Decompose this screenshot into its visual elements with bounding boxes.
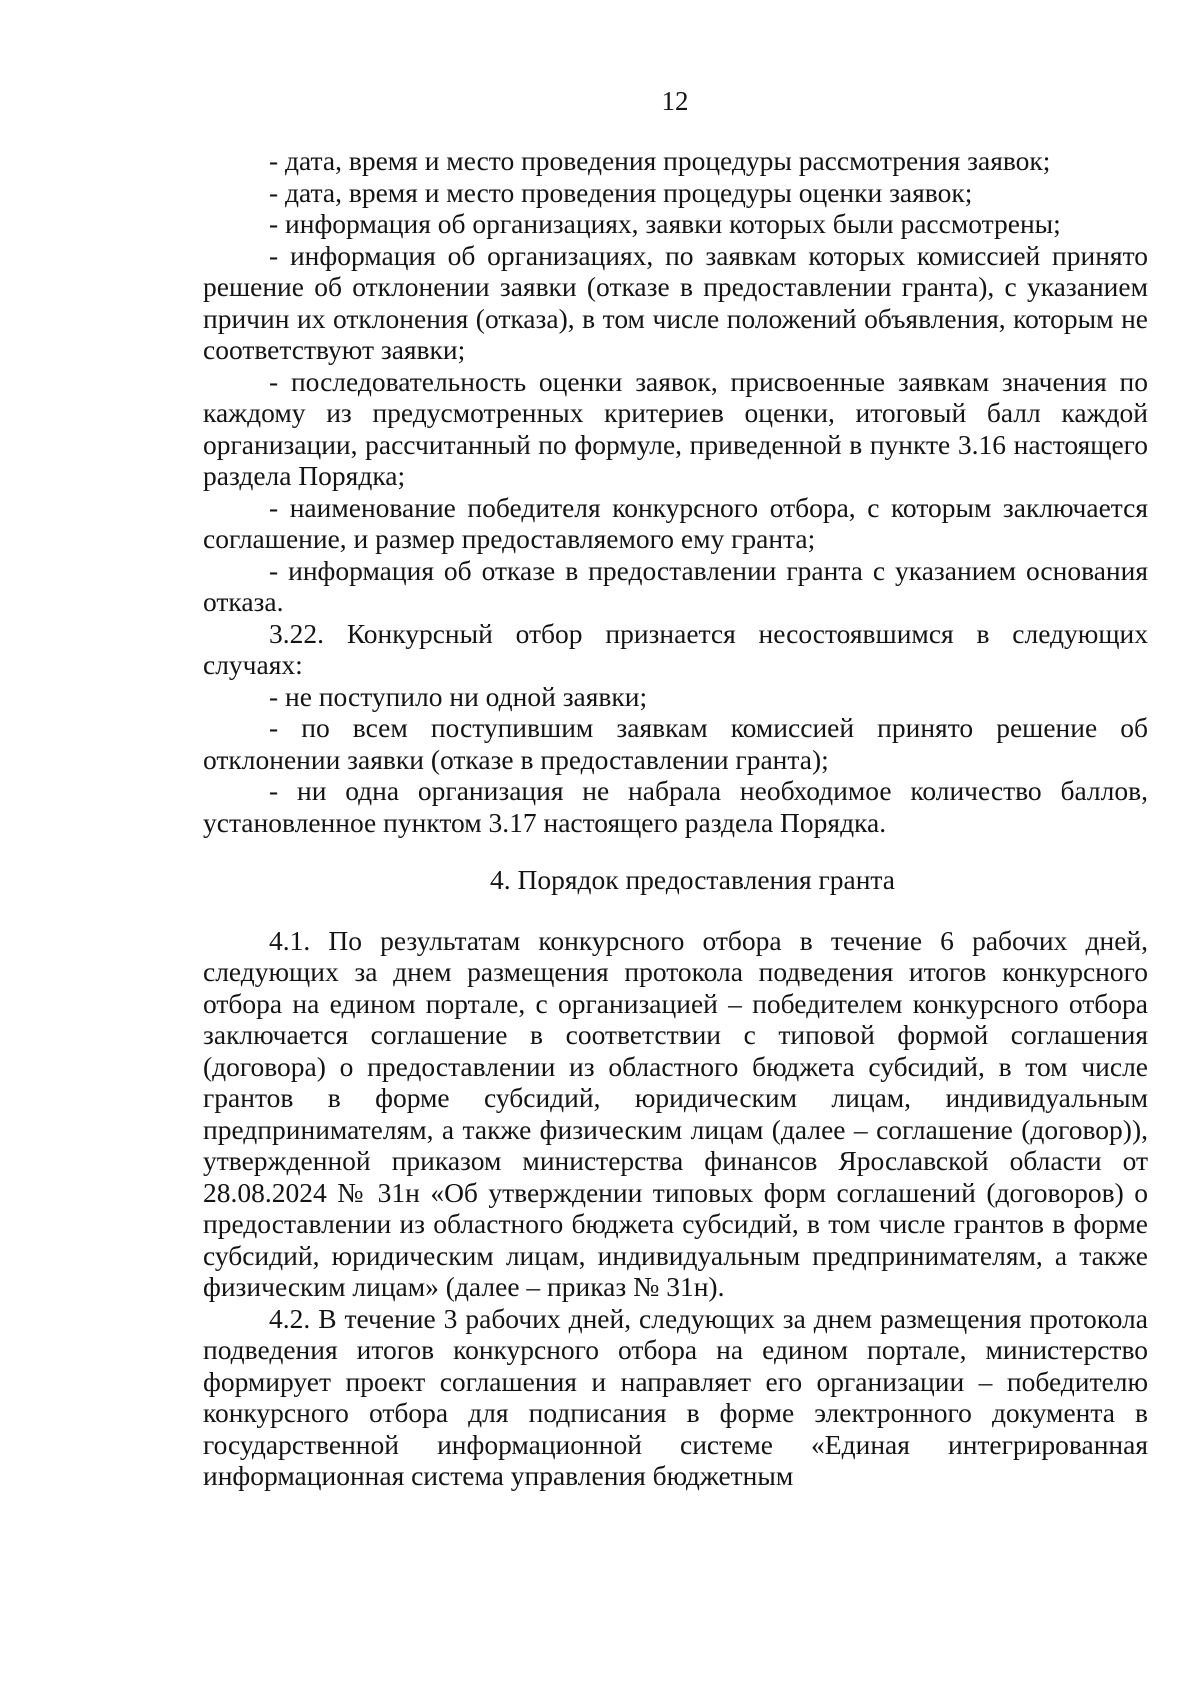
section-heading: 4. Порядок предоставления гранта (489, 864, 895, 895)
clause-4-2: 4.2. В течение 3 рабочих дней, следующих за днем размещения протокола подведения итогов конкурсного отбора на едином портале, министерство формирует проект соглашения и направляет его организации – победителю конкурсного отбора для подписания в форме электронного документа в государственной информационной системе «Единая интегрированная информационная система управления бюджетным (203, 1302, 1148, 1491)
list-item: - дата, время и место проведения процедуры рассмотрения заявок; (269, 145, 1051, 176)
list-item: - по всем поступившим заявкам комиссией принято решение об отклонении заявки (отказе в предоставлении гранта); (203, 712, 1148, 775)
list-item: - дата, время и место проведения процедуры оценки заявок; (269, 176, 973, 208)
clause-3-22: 3.22. Конкурсный отбор признается несостоявшимся в следующих случаях: (203, 617, 1148, 680)
list-item: - последовательность оценки заявок, присвоенные заявкам значения по каждому из предусмотренных критериев оценки, итоговый балл каждой организации, рассчитанный по формуле, приведенной в пункте 3.16 настоящего раздела Порядка; (203, 365, 1148, 491)
page-number: 12 (661, 86, 689, 116)
document-body (203, 145, 1148, 1492)
list-item: - информация об организациях, по заявкам которых комиссией принято решение об отклонении заявки (отказе в предоставлении гранта), с указанием причин их отклонения (отказа), в том числе положений объявления, которым не соответствуют заявки; (203, 239, 1148, 365)
list-item: - информация об организациях, заявки которых были рассмотрены; (269, 208, 1061, 239)
list-item: - не поступило ни одной заявки; (269, 680, 648, 712)
clause-4-1: 4.1. По результатам конкурсного отбора в течение 6 рабочих дней, следующих за днем размещения протокола подведения итогов конкурсного отбора на едином портале, с организацией – победителем конкурсного отбора заключается соглашение в соответствии с типовой формой соглашения (договора) о предоставлении из областного бюджета субсидий, в том числе грантов в форме субсидий, юридическим лицам, индивидуальным предпринимателям, а также физическим лицам (далее – соглашение (договор)), утвержденной приказом министерства финансов Ярославской области от 28.08.2024 № 31н «Об утверждении типовых форм соглашений (договоров) о предоставлении из областного бюджета субсидий, в том числе грантов в форме субсидий, юридическим лицам, индивидуальным предпринимателям, а также физическим лицам» (далее – приказ № 31н). (203, 924, 1148, 1302)
list-item: - информация об отказе в предоставлении гранта с указанием основания отказа. (203, 554, 1148, 617)
list-item: - наименование победителя конкурсного отбора, с которым заключается соглашение, и размер предоставляемого ему гранта; (203, 491, 1148, 554)
list-item: - ни одна организация не набрала необходимое количество баллов, установленное пунктом 3.17 настоящего раздела Порядка. (203, 775, 1148, 838)
